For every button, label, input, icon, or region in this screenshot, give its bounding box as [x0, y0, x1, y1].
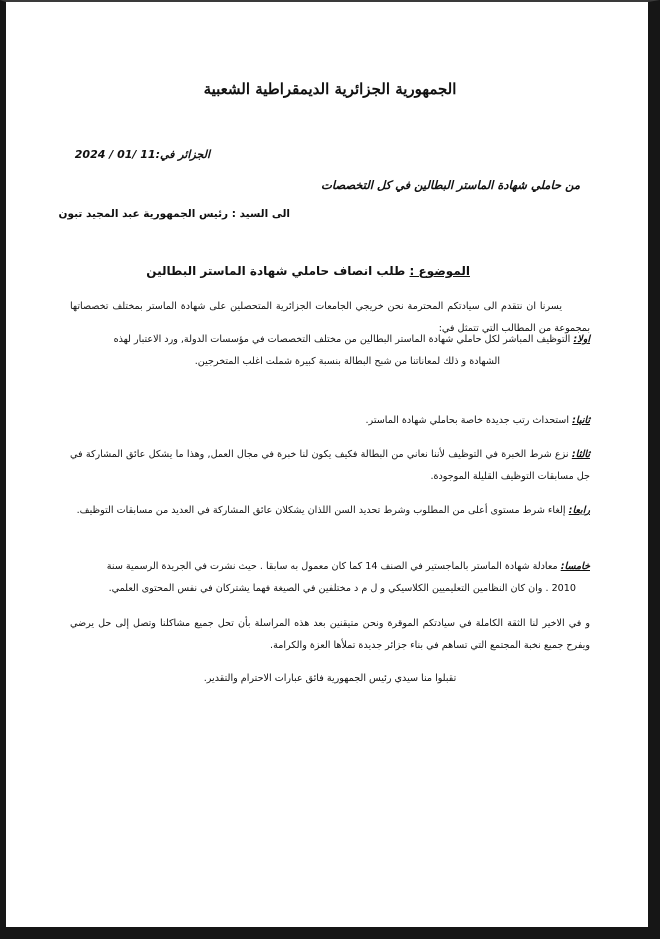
point-text: إلغاء شرط مستوى أعلى من المطلوب وشرط تحديد السن اللذان يشكلان عائق المشاركة في العديد من مسابقات التوظيف.	[76, 505, 566, 516]
recipient-line: الى السيد : رئيس الجمهورية عبد المجيد تبون	[58, 208, 290, 220]
point-text-continued: 2010 . وان كان النظامين التعليميين الكلاسيكي و ل م د مختلفين في الصيغة فهما يشتركان في نفس المحتوى العلمي.	[108, 583, 576, 594]
sender-line: من حاملي شهادة الماستر البطالين في كل التخصصات	[321, 178, 580, 192]
point-lead: ثانيا:	[572, 415, 590, 426]
demand-point-3	[70, 444, 590, 488]
point-text-continued: الشهادة و ذلك لمعاناتنا من شبح البطالة بنسبة كبيرة شملت اغلب المتخرجين.	[194, 356, 500, 367]
point-lead: اولا:	[573, 334, 590, 345]
letter-page	[58, 0, 590, 920]
subject-line	[146, 264, 470, 278]
point-text: معادلة شهادة الماستر بالماجستير في الصنف 14 كما كان معمول به سابقا . حيث نشرت في الجريدة الرسمية سنة	[106, 561, 558, 572]
closing-salutation: تقبلوا منا سيدي رئيس الجمهورية فائق عبارات الاحترام والتقدير.	[203, 673, 457, 684]
point-text: استحداث رتب جديدة خاصة بحاملي شهادة الماستر.	[365, 415, 570, 426]
subject-text: طلب انصاف حاملي شهادة الماستر البطالين	[146, 264, 406, 278]
subject-label: الموضوع :	[409, 264, 470, 278]
closing-paragraph: و في الاخير لنا الثقة الكاملة في سيادتكم الموقرة ونحن متيقنين بعد هذه المراسلة بأن تحل جميع مشاكلنا وتصل إلى حل يرضي ويفرح جميع نخبة المجتمع التي تساهم في بناء جزائر جديدة تملأها العزة والكرامة.	[70, 618, 590, 651]
demand-point-1	[70, 329, 590, 373]
document-title: الجمهورية الجزائرية الديمقراطية الشعبية	[203, 80, 457, 98]
demand-point-4	[70, 500, 590, 522]
demand-point-2	[70, 410, 590, 432]
demand-point-5	[70, 556, 590, 600]
intro-paragraph: يسرنا ان نتقدم الى سيادتكم المحترمة نحن خريجي الجامعات الجزائرية المتحصلين على شهادة الماستر بمختلف تخصصاتها بمجموعة من المطالب التي تتمثل في:	[70, 301, 590, 334]
letter-date: الجزائر في:11 /01 / 2024	[74, 148, 210, 161]
point-text: التوظيف المباشر لكل حاملي شهادة الماستر البطالين من مختلف التخصصات في مؤسسات الدولة, ورد الاعتبار لهذه	[113, 334, 571, 345]
point-lead: ثالثا:	[571, 449, 590, 460]
point-lead: رابعا:	[568, 505, 590, 516]
point-text: نزع شرط الخبرة في التوظيف لأننا نعاني من البطالة فكيف يكون لنا خبرة في مجال العمل, وهذا ما يشكل عائق المشاركة في جل مسابقات التوظيف القليلة الموجودة.	[70, 449, 590, 482]
point-lead: خامسا:	[560, 561, 590, 572]
